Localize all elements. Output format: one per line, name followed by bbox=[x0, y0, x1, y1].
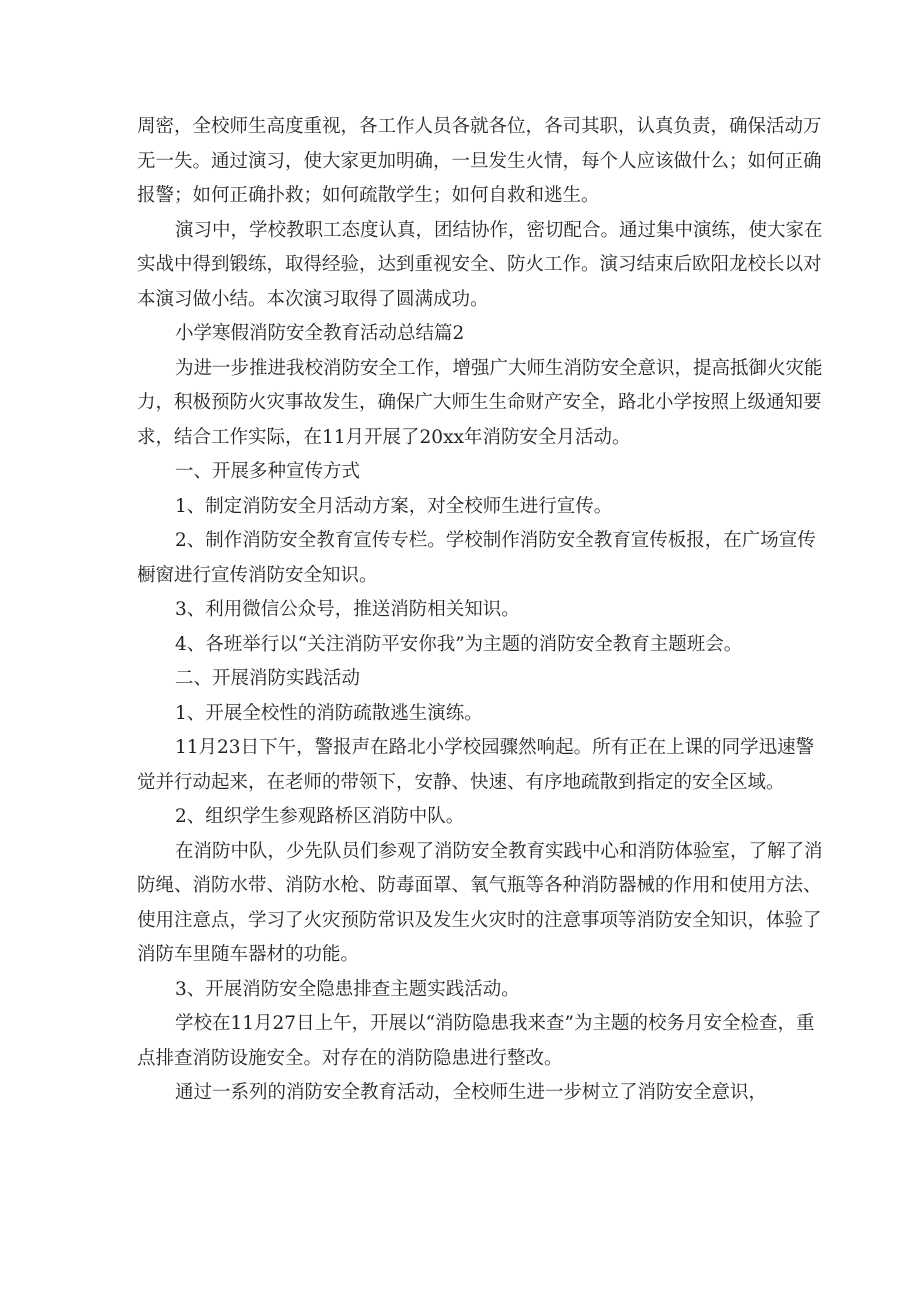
list-item: 1、开展全校性的消防疏散逃生演练。 bbox=[175, 702, 483, 724]
list-item: 2、组织学生参观路桥区消防中队。 bbox=[175, 806, 465, 827]
list-item: 3、开展消防安全隐患排查主题实践活动。 bbox=[175, 978, 520, 1000]
paragraph: 在消防中队，少先队员们参观了消防安全教育实践中心和消防体验室，了解了消防绳、消防水带、消防水枪、防毒面罩、氧气瓶等各种消防器械的作用和使用方法、使用注意点，学习了火灾预防常识及发生火灾时的注意事项等消防安全知识，体验了消防车里随车器材的功能。 bbox=[137, 840, 823, 965]
section-title: 小学寒假消防安全教育活动总结篇2 bbox=[175, 323, 465, 344]
paragraph: 周密，全校师生高度重视，各工作人员各就各位，各司其职，认真负责，确保活动万无一失。通过演习，使大家更加明确，一旦发生火情，每个人应该做什么；如何正确报警；如何正确扑救；如何疏散学生；如何自救和逃生。 bbox=[137, 116, 822, 206]
document-body bbox=[137, 110, 825, 1111]
paragraph: 为进一步推进我校消防安全工作，增强广大师生消防安全意识，提高抵御火灾能力，积极预防火灾事故发生，确保广大师生生命财产安全，路北小学按照上级通知要求，结合工作实际，在11月开展了20xx年消防安全月活动。 bbox=[137, 357, 823, 448]
paragraph: 11月23日下午，警报声在路北小学校园骤然响起。所有正在上课的同学迅速警觉并行动起来，在老师的带领下，安静、快速、有序地疏散到指定的安全区域。 bbox=[137, 737, 815, 793]
paragraph: 演习中，学校教职工态度认真，团结协作，密切配合。通过集中演练，使大家在实战中得到锻练，取得经验，达到重视安全、防火工作。演习结束后欧阳龙校长以对本演习做小结。本次演习取得了圆满成功。 bbox=[137, 219, 823, 310]
section-heading: 二、开展消防实践活动 bbox=[175, 668, 361, 689]
section-heading: 一、开展多种宣传方式 bbox=[175, 461, 361, 482]
list-item: 4、各班举行以“关注消防平安你我”为主题的消防安全教育主题班会。 bbox=[175, 633, 743, 655]
list-item: 2、制作消防安全教育宣传专栏。学校制作消防安全教育宣传板报，在广场宣传橱窗进行宣传消防安全知识。 bbox=[137, 530, 816, 586]
paragraph: 通过一系列的消防安全教育活动，全校师生进一步树立了消防安全意识， bbox=[175, 1082, 768, 1103]
list-item: 1、制定消防安全月活动方案，对全校师生进行宣传。 bbox=[175, 495, 613, 517]
list-item: 3、利用微信公众号，推送消防相关知识。 bbox=[175, 599, 520, 620]
paragraph: 学校在11月27日上午，开展以“消防隐患我来查”为主题的校务月安全检查，重点排查消防设施安全。对存在的消防隐患进行整改。 bbox=[137, 1013, 815, 1069]
